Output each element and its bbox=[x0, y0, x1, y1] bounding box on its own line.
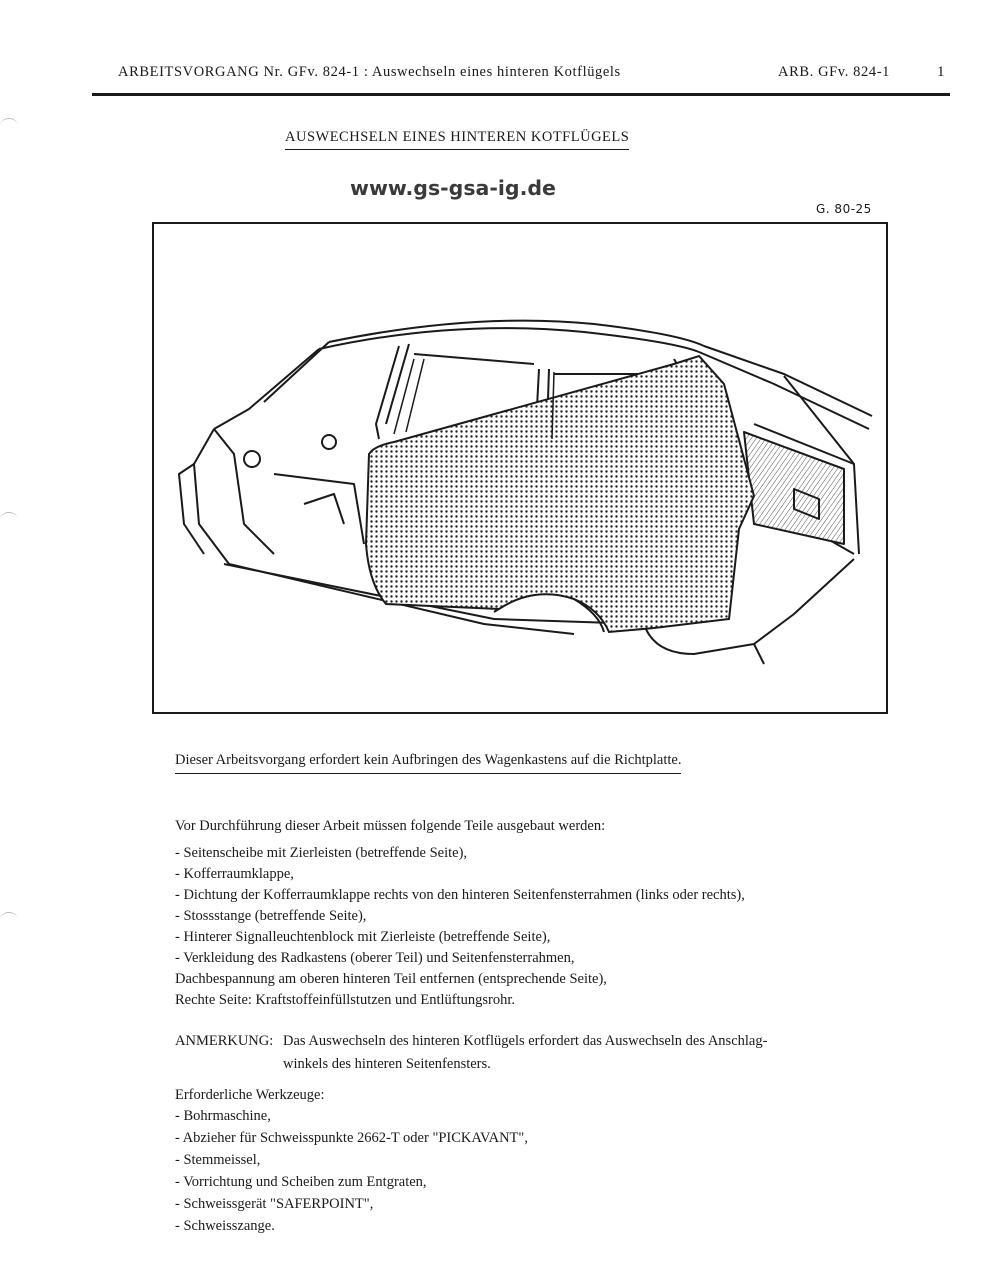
tools-item: - Bohrmaschine, bbox=[175, 1108, 271, 1124]
header-rule bbox=[92, 93, 950, 96]
tools-item: - Stemmeissel, bbox=[175, 1152, 261, 1168]
remark-label: ANMERKUNG: bbox=[175, 1033, 274, 1049]
parts-extra: Dachbespannung am oberen hinteren Teil entfernen (entsprechende Seite), bbox=[175, 971, 607, 987]
tools-item: - Schweisszange. bbox=[175, 1218, 275, 1234]
roof-line bbox=[319, 328, 699, 352]
parts-item: - Stossstange (betreffende Seite), bbox=[175, 908, 367, 924]
parts-extra: Rechte Seite: Kraftstoffeinfüllstutzen und Entlüftungsrohr. bbox=[175, 992, 516, 1008]
parts-intro: Vor Durchführung dieser Arbeit müssen folgende Teile ausgebaut werden: bbox=[175, 818, 606, 834]
header-reference: ARB. GFv. 824-1 bbox=[778, 64, 890, 80]
page-title: AUSWECHSELN EINES HINTEREN KOTFLÜGELS bbox=[285, 129, 629, 150]
rear-quarter-panel bbox=[366, 356, 754, 632]
car-body-illustration bbox=[154, 224, 886, 712]
margin-mark bbox=[0, 118, 18, 133]
tools-item: - Schweissgerät "SAFERPOINT", bbox=[175, 1196, 374, 1212]
margin-mark bbox=[0, 912, 18, 927]
parts-item: - Dichtung der Kofferraumklappe rechts von den hinteren Seitenfensterrahmen (links oder rechts), bbox=[175, 887, 745, 903]
header-operation: ARBEITSVORGANG Nr. GFv. 824-1 : Auswechseln eines hinteren Kotflügels bbox=[118, 64, 621, 80]
tools-item: - Abzieher für Schweisspunkte 2662-T oder "PICKAVANT", bbox=[175, 1130, 528, 1146]
parts-item: - Verkleidung des Radkastens (oberer Teil) und Seitenfensterrahmen, bbox=[175, 950, 575, 966]
parts-item: - Hinterer Signalleuchtenblock mit Zierleiste (betreffende Seite), bbox=[175, 929, 551, 945]
parts-item: - Kofferraumklappe, bbox=[175, 866, 294, 882]
figure-label: G. 80-25 bbox=[816, 202, 872, 216]
website-watermark: www.gs-gsa-ig.de bbox=[350, 176, 556, 200]
remark-line: Das Auswechseln des hinteren Kotflügels erfordert das Auswechseln des Anschlag- bbox=[283, 1033, 768, 1049]
note-text: Dieser Arbeitsvorgang erfordert kein Aufbringen des Wagenkastens auf die Richtplatte. bbox=[175, 752, 681, 774]
margin-mark bbox=[0, 512, 18, 527]
page-number: 1 bbox=[937, 64, 945, 80]
tools-item: - Vorrichtung und Scheiben zum Entgraten, bbox=[175, 1174, 427, 1190]
parts-item: - Seitenscheibe mit Zierleisten (betreffende Seite), bbox=[175, 845, 468, 861]
tools-intro: Erforderliche Werkzeuge: bbox=[175, 1087, 325, 1103]
figure-frame bbox=[152, 222, 888, 714]
remark-line: winkels des hinteren Seitenfensters. bbox=[283, 1056, 491, 1072]
